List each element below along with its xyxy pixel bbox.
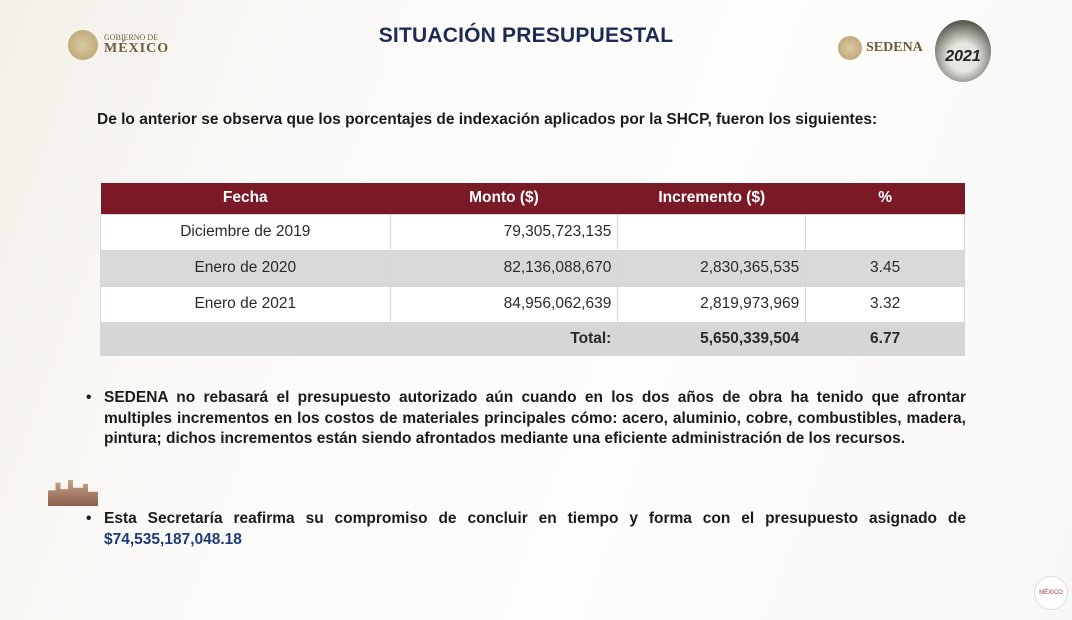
cell-empty [101,322,391,355]
total-label: Total: [390,322,618,355]
footer-logo [1034,576,1068,610]
sedena-logo-text: SEDENA [866,40,923,55]
cell-monto: 82,136,088,670 [390,250,618,286]
header-percent: % [806,183,965,214]
logo-text-line1: GOBIERNO DE [104,33,158,42]
cell-fecha: Enero de 2020 [101,250,391,286]
bullet-icon: • [86,389,92,406]
city-illustration-icon [48,480,98,506]
total-incremento: 5,650,339,504 [618,322,806,355]
cell-percent: 3.32 [806,286,965,322]
cell-monto: 84,956,062,639 [390,286,618,322]
total-row [101,322,965,355]
cell-incremento: 2,830,365,535 [618,250,806,286]
budget-amount: $74,535,187,048.18 [104,530,242,548]
page-title: SITUACIÓN PRESUPUESTAL [378,24,674,47]
bullet-text: SEDENA no rebasará el presupuesto autorizado aún cuando en los dos años de obra ha tenido que afrontar multiples incrementos en los costos de materiales principales cómo: acero, aluminio, cobre, combustibles, madera, pintura; dichos incrementos están siendo afrontados mediante una eficiente administración de los recursos. [104,389,966,447]
table-row [101,214,965,250]
logo-text-line2: MÉXICO [104,41,170,56]
total-percent: 6.77 [806,322,965,355]
cell-percent: 3.45 [806,250,965,286]
header-fecha: Fecha [101,183,391,214]
bullet-icon: • [86,510,92,527]
table-header [101,183,965,214]
header-monto: Monto ($) [390,183,618,214]
sedena-seal-icon [838,36,862,60]
bullet-item [86,388,966,450]
table-row [101,250,965,286]
cell-incremento: 2,819,973,969 [618,286,806,322]
bullet-item [86,509,966,550]
table-row [101,286,965,322]
sedena-logo [838,36,923,60]
cell-percent [806,214,965,250]
badge-year: 2021 [945,48,981,65]
header-incremento: Incremento ($) [618,183,806,214]
indexation-table [100,183,965,356]
cell-fecha: Enero de 2021 [101,286,391,322]
intro-text: De lo anterior se observa que los porcentajes de indexación aplicados por la SHCP, fueron los siguientes: [97,111,878,128]
anniversary-badge [935,20,991,82]
cell-incremento [618,214,806,250]
cell-monto: 79,305,723,135 [390,214,618,250]
cell-fecha: Diciembre de 2019 [101,214,391,250]
footer-logo-text: MÉXICO [1039,590,1063,596]
bullet-text: Esta Secretaría reafirma su compromiso de concluir en tiempo y forma con el presupuesto asignado de [104,510,966,527]
